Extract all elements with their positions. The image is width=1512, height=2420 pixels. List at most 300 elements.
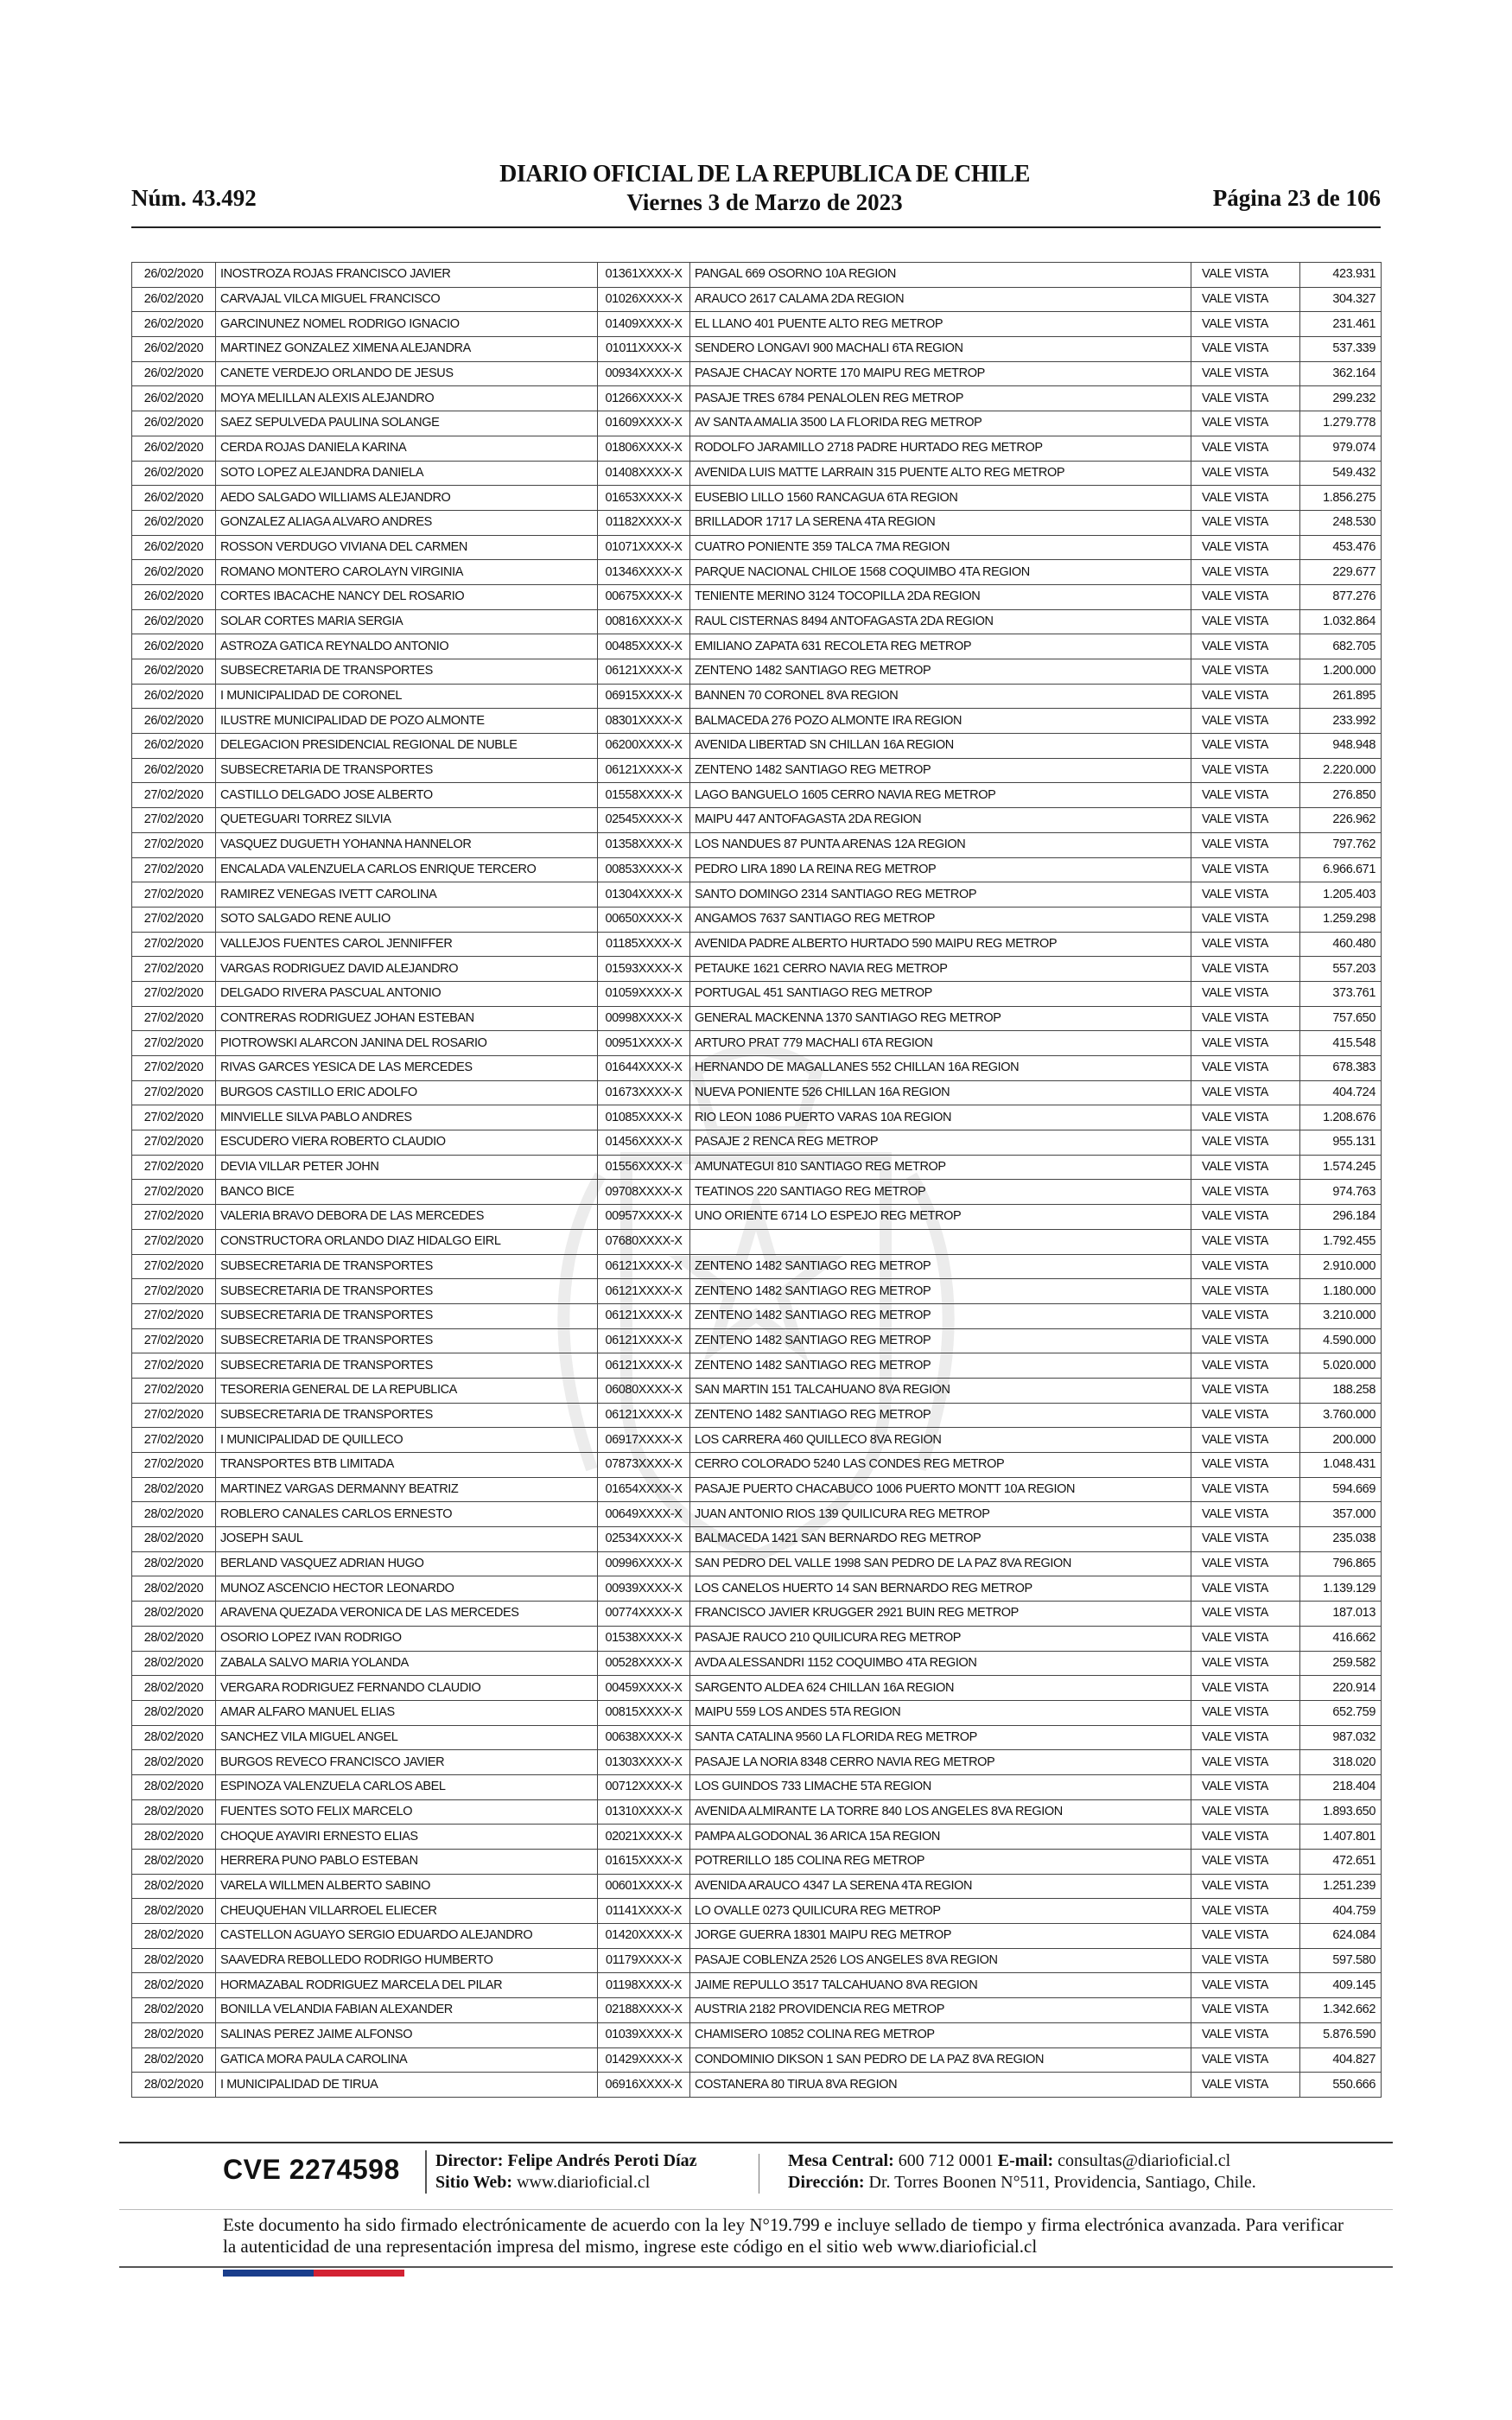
- payment-date: 26/02/2020: [132, 709, 216, 734]
- table-row: [132, 1676, 1382, 1701]
- payee-address: LOS CANELOS HUERTO 14 SAN BERNARDO REG METROP: [690, 1576, 1191, 1602]
- table-row: [132, 1180, 1382, 1205]
- payee-name: CASTILLO DELGADO JOSE ALBERTO: [216, 783, 598, 808]
- table-row: [132, 2047, 1382, 2073]
- payee-rut: 01409XXXX-X: [598, 312, 690, 337]
- table-row: [132, 436, 1382, 461]
- payee-rut: 02534XXXX-X: [598, 1527, 690, 1552]
- payee-rut: 02545XXXX-X: [598, 808, 690, 833]
- table-row: [132, 1056, 1382, 1081]
- payee-address: JUAN ANTONIO RIOS 139 QUILICURA REG METROP: [690, 1502, 1191, 1527]
- payment-date: 27/02/2020: [132, 1328, 216, 1353]
- payment-date: 26/02/2020: [132, 461, 216, 486]
- payment-amount: 404.724: [1300, 1080, 1382, 1105]
- payee-address: PASAJE CHACAY NORTE 170 MAIPU REG METROP: [690, 361, 1191, 386]
- payment-date: 26/02/2020: [132, 361, 216, 386]
- payee-address: FRANCISCO JAVIER KRUGGER 2921 BUIN REG METROP: [690, 1602, 1191, 1627]
- payment-amount: 416.662: [1300, 1626, 1382, 1651]
- payee-name: SUBSECRETARIA DE TRANSPORTES: [216, 758, 598, 783]
- payee-rut: 06121XXXX-X: [598, 1279, 690, 1304]
- payment-date: 27/02/2020: [132, 1353, 216, 1379]
- phone-label: Mesa Central:: [788, 2151, 894, 2170]
- website-link[interactable]: www.diarioficial.cl: [517, 2173, 651, 2192]
- payee-name: FUENTES SOTO FELIX MARCELO: [216, 1799, 598, 1825]
- payment-amount: 652.759: [1300, 1700, 1382, 1725]
- payment-type: VALE VISTA: [1191, 1031, 1300, 1056]
- payee-rut: 00638XXXX-X: [598, 1725, 690, 1750]
- payment-type: VALE VISTA: [1191, 1205, 1300, 1230]
- payee-address: ZENTENO 1482 SANTIAGO REG METROP: [690, 1403, 1191, 1428]
- payee-rut: 00998XXXX-X: [598, 1006, 690, 1031]
- payee-address: AVENIDA LUIS MATTE LARRAIN 315 PUENTE ALTO REG METROP: [690, 461, 1191, 486]
- payee-rut: 06121XXXX-X: [598, 1328, 690, 1353]
- payment-amount: 226.962: [1300, 808, 1382, 833]
- payment-date: 27/02/2020: [132, 1155, 216, 1180]
- payment-type: VALE VISTA: [1191, 1948, 1300, 1973]
- payment-type: VALE VISTA: [1191, 1998, 1300, 2023]
- payment-amount: 624.084: [1300, 1924, 1382, 1949]
- payment-amount: 979.074: [1300, 436, 1382, 461]
- payment-type: VALE VISTA: [1191, 510, 1300, 535]
- table-row: [132, 312, 1382, 337]
- table-row: [132, 609, 1382, 634]
- payee-name: SUBSECRETARIA DE TRANSPORTES: [216, 1403, 598, 1428]
- table-row: [132, 1105, 1382, 1130]
- payee-address: BANNEN 70 CORONEL 8VA REGION: [690, 684, 1191, 709]
- payee-name: GARCINUNEZ NOMEL RODRIGO IGNACIO: [216, 312, 598, 337]
- payee-rut: 00939XXXX-X: [598, 1576, 690, 1602]
- table-row: [132, 411, 1382, 436]
- payment-amount: 1.792.455: [1300, 1229, 1382, 1254]
- payee-rut: 01310XXXX-X: [598, 1799, 690, 1825]
- payee-rut: 02021XXXX-X: [598, 1825, 690, 1850]
- payment-amount: 200.000: [1300, 1428, 1382, 1453]
- payee-address: PASAJE TRES 6784 PENALOLEN REG METROP: [690, 386, 1191, 411]
- payee-rut: 01304XXXX-X: [598, 882, 690, 908]
- payee-name: CHOQUE AYAVIRI ERNESTO ELIAS: [216, 1825, 598, 1850]
- payee-rut: 01059XXXX-X: [598, 981, 690, 1006]
- table-row: [132, 1279, 1382, 1304]
- payment-amount: 1.180.000: [1300, 1279, 1382, 1304]
- payee-address: TEATINOS 220 SANTIAGO REG METROP: [690, 1180, 1191, 1205]
- payee-name: CONTRERAS RODRIGUEZ JOHAN ESTEBAN: [216, 1006, 598, 1031]
- director-label: Director:: [435, 2151, 504, 2170]
- payment-amount: 3.760.000: [1300, 1403, 1382, 1428]
- payment-type: VALE VISTA: [1191, 907, 1300, 932]
- payee-name: GATICA MORA PAULA CAROLINA: [216, 2047, 598, 2073]
- payment-type: VALE VISTA: [1191, 659, 1300, 685]
- payment-date: 27/02/2020: [132, 981, 216, 1006]
- issue-date: Viernes 3 de Marzo de 2023: [626, 189, 903, 215]
- footer-contact-block: [788, 2150, 1256, 2194]
- payment-type: VALE VISTA: [1191, 1180, 1300, 1205]
- email-label: E-mail:: [997, 2151, 1054, 2170]
- payee-rut: 01558XXXX-X: [598, 783, 690, 808]
- address-text: Dr. Torres Boonen N°511, Providencia, Santiago, Chile.: [868, 2173, 1256, 2192]
- payee-rut: 01361XXXX-X: [598, 263, 690, 288]
- payee-address: EMILIANO ZAPATA 631 RECOLETA REG METROP: [690, 634, 1191, 659]
- payment-date: 28/02/2020: [132, 1626, 216, 1651]
- payee-address: MAIPU 447 ANTOFAGASTA 2DA REGION: [690, 808, 1191, 833]
- payee-address: PASAJE LA NORIA 8348 CERRO NAVIA REG METROP: [690, 1750, 1191, 1775]
- payee-rut: 01653XXXX-X: [598, 486, 690, 511]
- payee-rut: 00601XXXX-X: [598, 1874, 690, 1899]
- payee-rut: 00934XXXX-X: [598, 361, 690, 386]
- payee-name: BURGOS REVECO FRANCISCO JAVIER: [216, 1750, 598, 1775]
- payment-type: VALE VISTA: [1191, 1006, 1300, 1031]
- payee-address: AVENIDA PADRE ALBERTO HURTADO 590 MAIPU REG METROP: [690, 932, 1191, 957]
- payment-date: 27/02/2020: [132, 1105, 216, 1130]
- payment-amount: 460.480: [1300, 932, 1382, 957]
- payee-rut: 00996XXXX-X: [598, 1551, 690, 1576]
- table-row: [132, 263, 1382, 288]
- payee-rut: 06200XXXX-X: [598, 734, 690, 759]
- payment-type: VALE VISTA: [1191, 1130, 1300, 1156]
- payment-date: 28/02/2020: [132, 1948, 216, 1973]
- flag-stripe: [223, 2270, 404, 2277]
- payee-name: SAEZ SEPULVEDA PAULINA SOLANGE: [216, 411, 598, 436]
- payment-type: VALE VISTA: [1191, 832, 1300, 857]
- payee-rut: 00951XXXX-X: [598, 1031, 690, 1056]
- payment-type: VALE VISTA: [1191, 2022, 1300, 2047]
- payee-rut: 01179XXXX-X: [598, 1948, 690, 1973]
- payment-type: VALE VISTA: [1191, 1850, 1300, 1875]
- payee-address: SAN MARTIN 151 TALCAHUANO 8VA REGION: [690, 1378, 1191, 1403]
- payment-amount: 261.895: [1300, 684, 1382, 709]
- payment-date: 28/02/2020: [132, 1602, 216, 1627]
- payee-address: BALMACEDA 276 POZO ALMONTE IRA REGION: [690, 709, 1191, 734]
- payment-amount: 682.705: [1300, 634, 1382, 659]
- table-row: [132, 1602, 1382, 1627]
- payee-name: CARVAJAL VILCA MIGUEL FRANCISCO: [216, 287, 598, 312]
- payment-type: VALE VISTA: [1191, 1551, 1300, 1576]
- payment-type: VALE VISTA: [1191, 957, 1300, 982]
- payment-date: 26/02/2020: [132, 584, 216, 609]
- payee-rut: 06080XXXX-X: [598, 1378, 690, 1403]
- payment-amount: 1.279.778: [1300, 411, 1382, 436]
- payment-amount: 678.383: [1300, 1056, 1382, 1081]
- table-row: [132, 461, 1382, 486]
- table-row: [132, 1080, 1382, 1105]
- payment-type: VALE VISTA: [1191, 734, 1300, 759]
- payment-date: 27/02/2020: [132, 907, 216, 932]
- payment-type: VALE VISTA: [1191, 1576, 1300, 1602]
- payee-address: ARTURO PRAT 779 MACHALI 6TA REGION: [690, 1031, 1191, 1056]
- payee-address: GENERAL MACKENNA 1370 SANTIAGO REG METROP: [690, 1006, 1191, 1031]
- table-row: [132, 709, 1382, 734]
- payment-type: VALE VISTA: [1191, 411, 1300, 436]
- payee-rut: 01806XXXX-X: [598, 436, 690, 461]
- payee-address: POTRERILLO 185 COLINA REG METROP: [690, 1850, 1191, 1875]
- payee-address: PANGAL 669 OSORNO 10A REGION: [690, 263, 1191, 288]
- payee-name: SUBSECRETARIA DE TRANSPORTES: [216, 659, 598, 685]
- payment-amount: 2.220.000: [1300, 758, 1382, 783]
- payee-rut: 00650XXXX-X: [598, 907, 690, 932]
- table-row: [132, 981, 1382, 1006]
- payment-type: VALE VISTA: [1191, 882, 1300, 908]
- table-row: [132, 734, 1382, 759]
- payee-rut: 01456XXXX-X: [598, 1130, 690, 1156]
- payment-date: 27/02/2020: [132, 1056, 216, 1081]
- flag-stripe-blue: [223, 2270, 314, 2277]
- payment-date: 28/02/2020: [132, 1899, 216, 1924]
- payment-date: 26/02/2020: [132, 312, 216, 337]
- payment-date: 27/02/2020: [132, 783, 216, 808]
- payment-date: 28/02/2020: [132, 1924, 216, 1949]
- payment-amount: 1.574.245: [1300, 1155, 1382, 1180]
- payment-type: VALE VISTA: [1191, 1303, 1300, 1328]
- payee-rut: 01358XXXX-X: [598, 832, 690, 857]
- table-row: [132, 1874, 1382, 1899]
- footer-director-block: [425, 2150, 697, 2194]
- payment-date: 27/02/2020: [132, 1006, 216, 1031]
- payment-date: 27/02/2020: [132, 932, 216, 957]
- payee-name: AMAR ALFARO MANUEL ELIAS: [216, 1700, 598, 1725]
- payment-date: 26/02/2020: [132, 659, 216, 685]
- table-row: [132, 1403, 1382, 1428]
- payment-amount: 1.893.650: [1300, 1799, 1382, 1825]
- payment-type: VALE VISTA: [1191, 461, 1300, 486]
- payment-type: VALE VISTA: [1191, 1105, 1300, 1130]
- payee-rut: 01429XXXX-X: [598, 2047, 690, 2073]
- payment-type: VALE VISTA: [1191, 1477, 1300, 1502]
- payment-amount: 304.327: [1300, 287, 1382, 312]
- table-row: [132, 1924, 1382, 1949]
- payment-date: 27/02/2020: [132, 882, 216, 908]
- payment-date: 26/02/2020: [132, 684, 216, 709]
- payment-type: VALE VISTA: [1191, 1527, 1300, 1552]
- payment-type: VALE VISTA: [1191, 1825, 1300, 1850]
- payee-name: SOTO SALGADO RENE AULIO: [216, 907, 598, 932]
- table-row: [132, 1948, 1382, 1973]
- payee-address: SANTO DOMINGO 2314 SANTIAGO REG METROP: [690, 882, 1191, 908]
- payment-date: 28/02/2020: [132, 1850, 216, 1875]
- payee-name: TRANSPORTES BTB LIMITADA: [216, 1453, 598, 1478]
- payment-amount: 318.020: [1300, 1750, 1382, 1775]
- table-row: [132, 535, 1382, 560]
- payee-name: VERGARA RODRIGUEZ FERNANDO CLAUDIO: [216, 1676, 598, 1701]
- table-row: [132, 1378, 1382, 1403]
- payment-type: VALE VISTA: [1191, 1279, 1300, 1304]
- payment-type: VALE VISTA: [1191, 1924, 1300, 1949]
- payment-type: VALE VISTA: [1191, 1899, 1300, 1924]
- table-row: [132, 808, 1382, 833]
- payment-date: 26/02/2020: [132, 758, 216, 783]
- payment-amount: 248.530: [1300, 510, 1382, 535]
- payment-type: VALE VISTA: [1191, 312, 1300, 337]
- payee-address: SENDERO LONGAVI 900 MACHALI 6TA REGION: [690, 337, 1191, 362]
- payee-address: MAIPU 559 LOS ANDES 5TA REGION: [690, 1700, 1191, 1725]
- payee-name: ROBLERO CANALES CARLOS ERNESTO: [216, 1502, 598, 1527]
- phone-number: 600 712 0001: [898, 2151, 994, 2170]
- payment-amount: 5.020.000: [1300, 1353, 1382, 1379]
- payment-type: VALE VISTA: [1191, 1799, 1300, 1825]
- payee-address: SAN PEDRO DEL VALLE 1998 SAN PEDRO DE LA PAZ 8VA REGION: [690, 1551, 1191, 1576]
- payee-rut: 06915XXXX-X: [598, 684, 690, 709]
- payment-amount: 3.210.000: [1300, 1303, 1382, 1328]
- issue-number: Núm. 43.492: [131, 185, 257, 211]
- payment-date: 27/02/2020: [132, 857, 216, 882]
- payee-address: PASAJE RAUCO 210 QUILICURA REG METROP: [690, 1626, 1191, 1651]
- payee-name: ESCUDERO VIERA ROBERTO CLAUDIO: [216, 1130, 598, 1156]
- table-row: [132, 1551, 1382, 1576]
- table-row: [132, 1576, 1382, 1602]
- payee-name: HERRERA PUNO PABLO ESTEBAN: [216, 1850, 598, 1875]
- payee-address: EL LLANO 401 PUENTE ALTO REG METROP: [690, 312, 1191, 337]
- table-row: [132, 1998, 1382, 2023]
- masthead: [432, 161, 1097, 216]
- table-row: [132, 684, 1382, 709]
- payee-name: BURGOS CASTILLO ERIC ADOLFO: [216, 1080, 598, 1105]
- payee-address: PAMPA ALGODONAL 36 ARICA 15A REGION: [690, 1825, 1191, 1850]
- payee-rut: 01141XXXX-X: [598, 1899, 690, 1924]
- payee-rut: 01085XXXX-X: [598, 1105, 690, 1130]
- payee-rut: 07873XXXX-X: [598, 1453, 690, 1478]
- payment-amount: 423.931: [1300, 263, 1382, 288]
- payee-name: SAAVEDRA REBOLLEDO RODRIGO HUMBERTO: [216, 1948, 598, 1973]
- payee-address: LAGO BANGUELO 1605 CERRO NAVIA REG METROP: [690, 783, 1191, 808]
- payment-date: 27/02/2020: [132, 957, 216, 982]
- payee-name: BANCO BICE: [216, 1180, 598, 1205]
- payment-amount: 974.763: [1300, 1180, 1382, 1205]
- payment-amount: 597.580: [1300, 1948, 1382, 1973]
- payee-rut: 01026XXXX-X: [598, 287, 690, 312]
- payment-amount: 6.966.671: [1300, 857, 1382, 882]
- table-row: [132, 1700, 1382, 1725]
- payee-address: SANTA CATALINA 9560 LA FLORIDA REG METROP: [690, 1725, 1191, 1750]
- payee-rut: 01182XXXX-X: [598, 510, 690, 535]
- payment-date: 27/02/2020: [132, 1080, 216, 1105]
- signature-notice: Este documento ha sido firmado electrónicamente de acuerdo con la ley N°19.799 e incluye sellado de tiempo y firma electrónica avanzada. Para verificar la autenticidad de una representación impresa del mismo, ingrese este código en el sitio web www.diarioficial.cl: [223, 2214, 1344, 2257]
- payee-name: CONSTRUCTORA ORLANDO DIAZ HIDALGO EIRL: [216, 1229, 598, 1254]
- payee-rut: 00957XXXX-X: [598, 1205, 690, 1230]
- table-row: [132, 957, 1382, 982]
- payment-amount: 537.339: [1300, 337, 1382, 362]
- payment-type: VALE VISTA: [1191, 709, 1300, 734]
- payee-name: DEVIA VILLAR PETER JOHN: [216, 1155, 598, 1180]
- payment-type: VALE VISTA: [1191, 1080, 1300, 1105]
- payment-amount: 1.208.676: [1300, 1105, 1382, 1130]
- payment-type: VALE VISTA: [1191, 758, 1300, 783]
- table-row: [132, 1453, 1382, 1478]
- payee-name: I MUNICIPALIDAD DE TIRUA: [216, 2073, 598, 2098]
- payment-type: VALE VISTA: [1191, 1750, 1300, 1775]
- payee-rut: 01556XXXX-X: [598, 1155, 690, 1180]
- footer-divider-top: [119, 2142, 1393, 2143]
- payment-date: 28/02/2020: [132, 1799, 216, 1825]
- payment-date: 28/02/2020: [132, 1774, 216, 1799]
- payment-date: 28/02/2020: [132, 1725, 216, 1750]
- payment-amount: 2.910.000: [1300, 1254, 1382, 1279]
- payee-name: CORTES IBACACHE NANCY DEL ROSARIO: [216, 584, 598, 609]
- payee-address: LOS GUINDOS 733 LIMACHE 5TA REGION: [690, 1774, 1191, 1799]
- payee-rut: 06916XXXX-X: [598, 2073, 690, 2098]
- payee-name: CASTELLON AGUAYO SERGIO EDUARDO ALEJANDRO: [216, 1924, 598, 1949]
- table-row: [132, 1899, 1382, 1924]
- page-number: Página 23 de 106: [1212, 185, 1381, 211]
- payee-name: ASTROZA GATICA REYNALDO ANTONIO: [216, 634, 598, 659]
- payee-name: PIOTROWSKI ALARCON JANINA DEL ROSARIO: [216, 1031, 598, 1056]
- payment-amount: 259.582: [1300, 1651, 1382, 1676]
- payment-date: 28/02/2020: [132, 2073, 216, 2098]
- payment-date: 28/02/2020: [132, 2047, 216, 2073]
- payment-type: VALE VISTA: [1191, 560, 1300, 585]
- payee-rut: 01071XXXX-X: [598, 535, 690, 560]
- payee-rut: 01593XXXX-X: [598, 957, 690, 982]
- payment-amount: 4.590.000: [1300, 1328, 1382, 1353]
- payments-table-body: [132, 263, 1382, 2098]
- payee-address: NUEVA PONIENTE 526 CHILLAN 16A REGION: [690, 1080, 1191, 1105]
- payment-amount: 404.759: [1300, 1899, 1382, 1924]
- payment-date: 28/02/2020: [132, 1874, 216, 1899]
- payee-rut: 01654XXXX-X: [598, 1477, 690, 1502]
- payee-name: AEDO SALGADO WILLIAMS ALEJANDRO: [216, 486, 598, 511]
- payment-amount: 453.476: [1300, 535, 1382, 560]
- payee-rut: 08301XXXX-X: [598, 709, 690, 734]
- payment-type: VALE VISTA: [1191, 1229, 1300, 1254]
- payee-name: ESPINOZA VALENZUELA CARLOS ABEL: [216, 1774, 598, 1799]
- payment-date: 26/02/2020: [132, 436, 216, 461]
- payment-type: VALE VISTA: [1191, 1626, 1300, 1651]
- payee-name: QUETEGUARI TORREZ SILVIA: [216, 808, 598, 833]
- payment-date: 28/02/2020: [132, 1998, 216, 2023]
- payee-address: AUSTRIA 2182 PROVIDENCIA REG METROP: [690, 1998, 1191, 2023]
- payment-type: VALE VISTA: [1191, 684, 1300, 709]
- payment-type: VALE VISTA: [1191, 584, 1300, 609]
- payee-address: AMUNATEGUI 810 SANTIAGO REG METROP: [690, 1155, 1191, 1180]
- payment-date: 28/02/2020: [132, 1700, 216, 1725]
- payment-type: VALE VISTA: [1191, 1155, 1300, 1180]
- table-row: [132, 1229, 1382, 1254]
- payee-address: SARGENTO ALDEA 624 CHILLAN 16A REGION: [690, 1676, 1191, 1701]
- payment-date: 28/02/2020: [132, 1477, 216, 1502]
- payment-date: 28/02/2020: [132, 1973, 216, 1998]
- payment-type: VALE VISTA: [1191, 1700, 1300, 1725]
- payment-type: VALE VISTA: [1191, 857, 1300, 882]
- payment-amount: 1.856.275: [1300, 486, 1382, 511]
- payment-type: VALE VISTA: [1191, 1774, 1300, 1799]
- payee-name: MUNOZ ASCENCIO HECTOR LEONARDO: [216, 1576, 598, 1602]
- table-row: [132, 1254, 1382, 1279]
- payee-rut: 06121XXXX-X: [598, 1353, 690, 1379]
- table-row: [132, 510, 1382, 535]
- payee-address: AVENIDA ALMIRANTE LA TORRE 840 LOS ANGELES 8VA REGION: [690, 1799, 1191, 1825]
- header-divider: [131, 226, 1381, 228]
- payment-type: VALE VISTA: [1191, 1651, 1300, 1676]
- table-row: [132, 634, 1382, 659]
- payee-address: PETAUKE 1621 CERRO NAVIA REG METROP: [690, 957, 1191, 982]
- table-row: [132, 1428, 1382, 1453]
- payee-rut: 06121XXXX-X: [598, 758, 690, 783]
- payment-type: VALE VISTA: [1191, 1428, 1300, 1453]
- email-link[interactable]: consultas@diarioficial.cl: [1058, 2151, 1231, 2170]
- payment-type: VALE VISTA: [1191, 981, 1300, 1006]
- payee-address: AVENIDA ARAUCO 4347 LA SERENA 4TA REGION: [690, 1874, 1191, 1899]
- payee-name: SUBSECRETARIA DE TRANSPORTES: [216, 1353, 598, 1379]
- payment-date: 26/02/2020: [132, 535, 216, 560]
- payment-date: 27/02/2020: [132, 1205, 216, 1230]
- payee-name: HORMAZABAL RODRIGUEZ MARCELA DEL PILAR: [216, 1973, 598, 1998]
- payee-address: PEDRO LIRA 1890 LA REINA REG METROP: [690, 857, 1191, 882]
- payee-name: SOLAR CORTES MARIA SERGIA: [216, 609, 598, 634]
- table-row: [132, 1825, 1382, 1850]
- payment-date: 26/02/2020: [132, 634, 216, 659]
- payee-name: VALLEJOS FUENTES CAROL JENNIFFER: [216, 932, 598, 957]
- payee-rut: 00485XXXX-X: [598, 634, 690, 659]
- payment-type: VALE VISTA: [1191, 337, 1300, 362]
- table-row: [132, 1626, 1382, 1651]
- table-row: [132, 2073, 1382, 2098]
